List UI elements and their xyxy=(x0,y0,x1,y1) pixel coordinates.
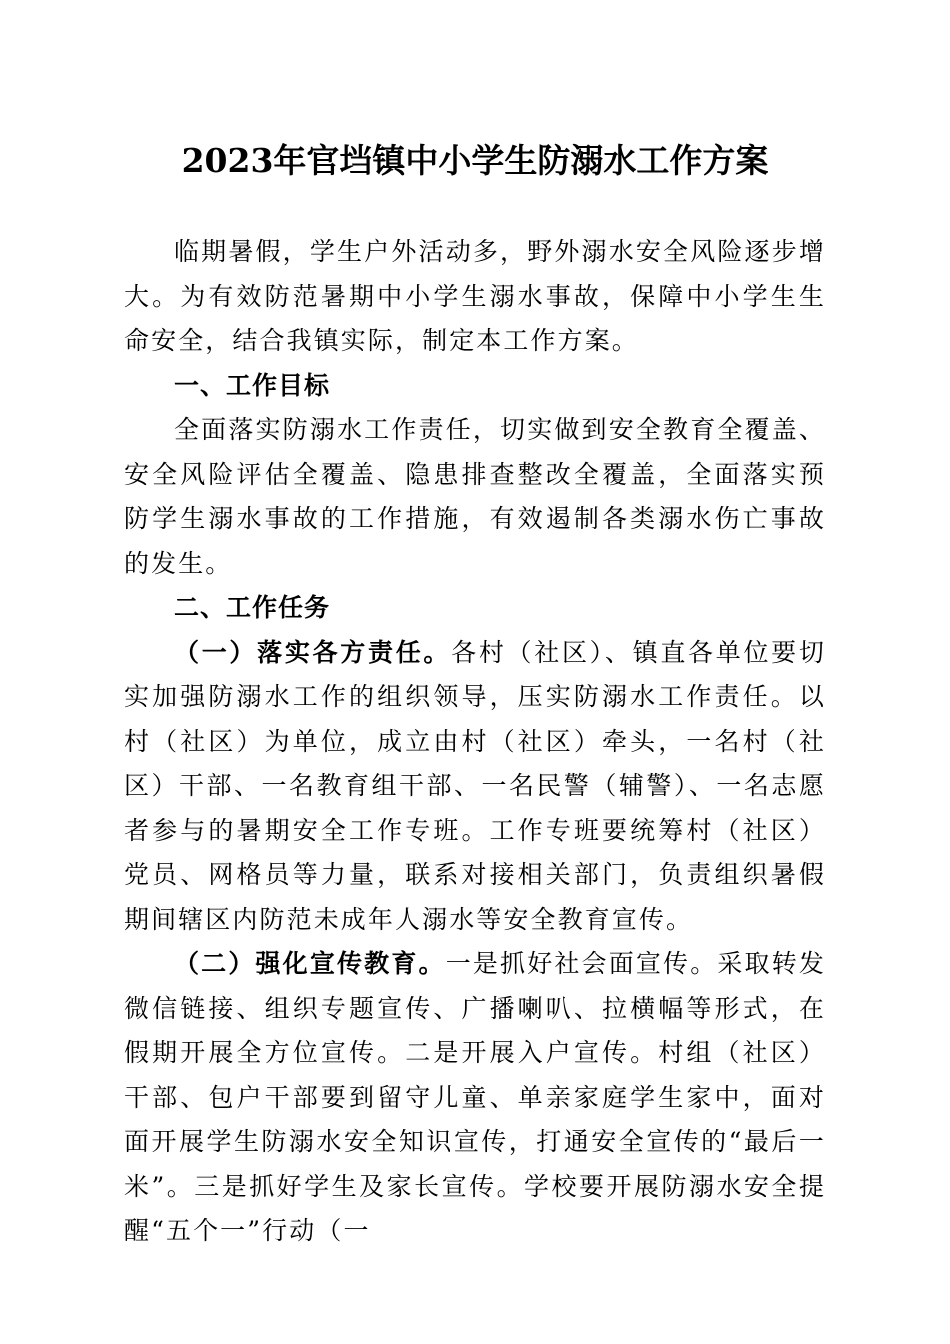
task-item-education-text: 一是抓好社会面宣传。采取转发微信链接、组织专题宣传、广播喇叭、拉横幅等形式，在假期开展全方位宣传。二是开展入户宣传。村组（社区）干部、包户干部要到留守儿童、单亲家庭学生家中，面对面开展学生防溺水安全知识宣传，打通安全宣传的“最后一米”。三是抓好学生及家长宣传。学校要开展防溺水安全提醒“五个一”行动（一 xyxy=(124,949,826,1245)
intro-paragraph: 临期暑假，学生户外活动多，野外溺水安全风险逐步增大。为有效防范暑期中小学生溺水事故，保障中小学生生命安全，结合我镇实际，制定本工作方案。 xyxy=(124,237,826,355)
task-item-education xyxy=(124,942,826,1254)
task-item-responsibility-text: 各村（社区）、镇直各单位要切实加强防溺水工作的组织领导，压实防溺水工作责任。以村（社区）为单位，成立由村（社区）牵头，一名村（社区）干部、一名教育组干部、一名民警（辅警）、一名志愿者参与的暑期安全工作专班。工作专班要统筹村（社区）党员、网格员等力量，联系对接相关部门，负责组织暑假期间辖区内防范未成年人溺水等安全教育宣传。 xyxy=(124,637,826,934)
task-item-responsibility-lead: （一）落实各方责任。 xyxy=(174,637,452,667)
goals-paragraph: 全面落实防溺水工作责任，切实做到安全教育全覆盖、安全风险评估全覆盖、隐患排查整改全覆盖，全面落实预防学生溺水事故的工作措施，有效遏制各类溺水伤亡事故的发生。 xyxy=(124,415,826,578)
section-heading-tasks: 二、工作任务 xyxy=(174,593,331,622)
document-body xyxy=(124,230,826,1254)
task-item-responsibility xyxy=(124,631,826,943)
section-heading-goals: 一、工作目标 xyxy=(174,370,331,400)
task-item-education-lead: （二）强化宣传教育。 xyxy=(174,949,446,978)
document-title: 2023年官垱镇中小学生防溺水工作方案 xyxy=(181,141,769,180)
